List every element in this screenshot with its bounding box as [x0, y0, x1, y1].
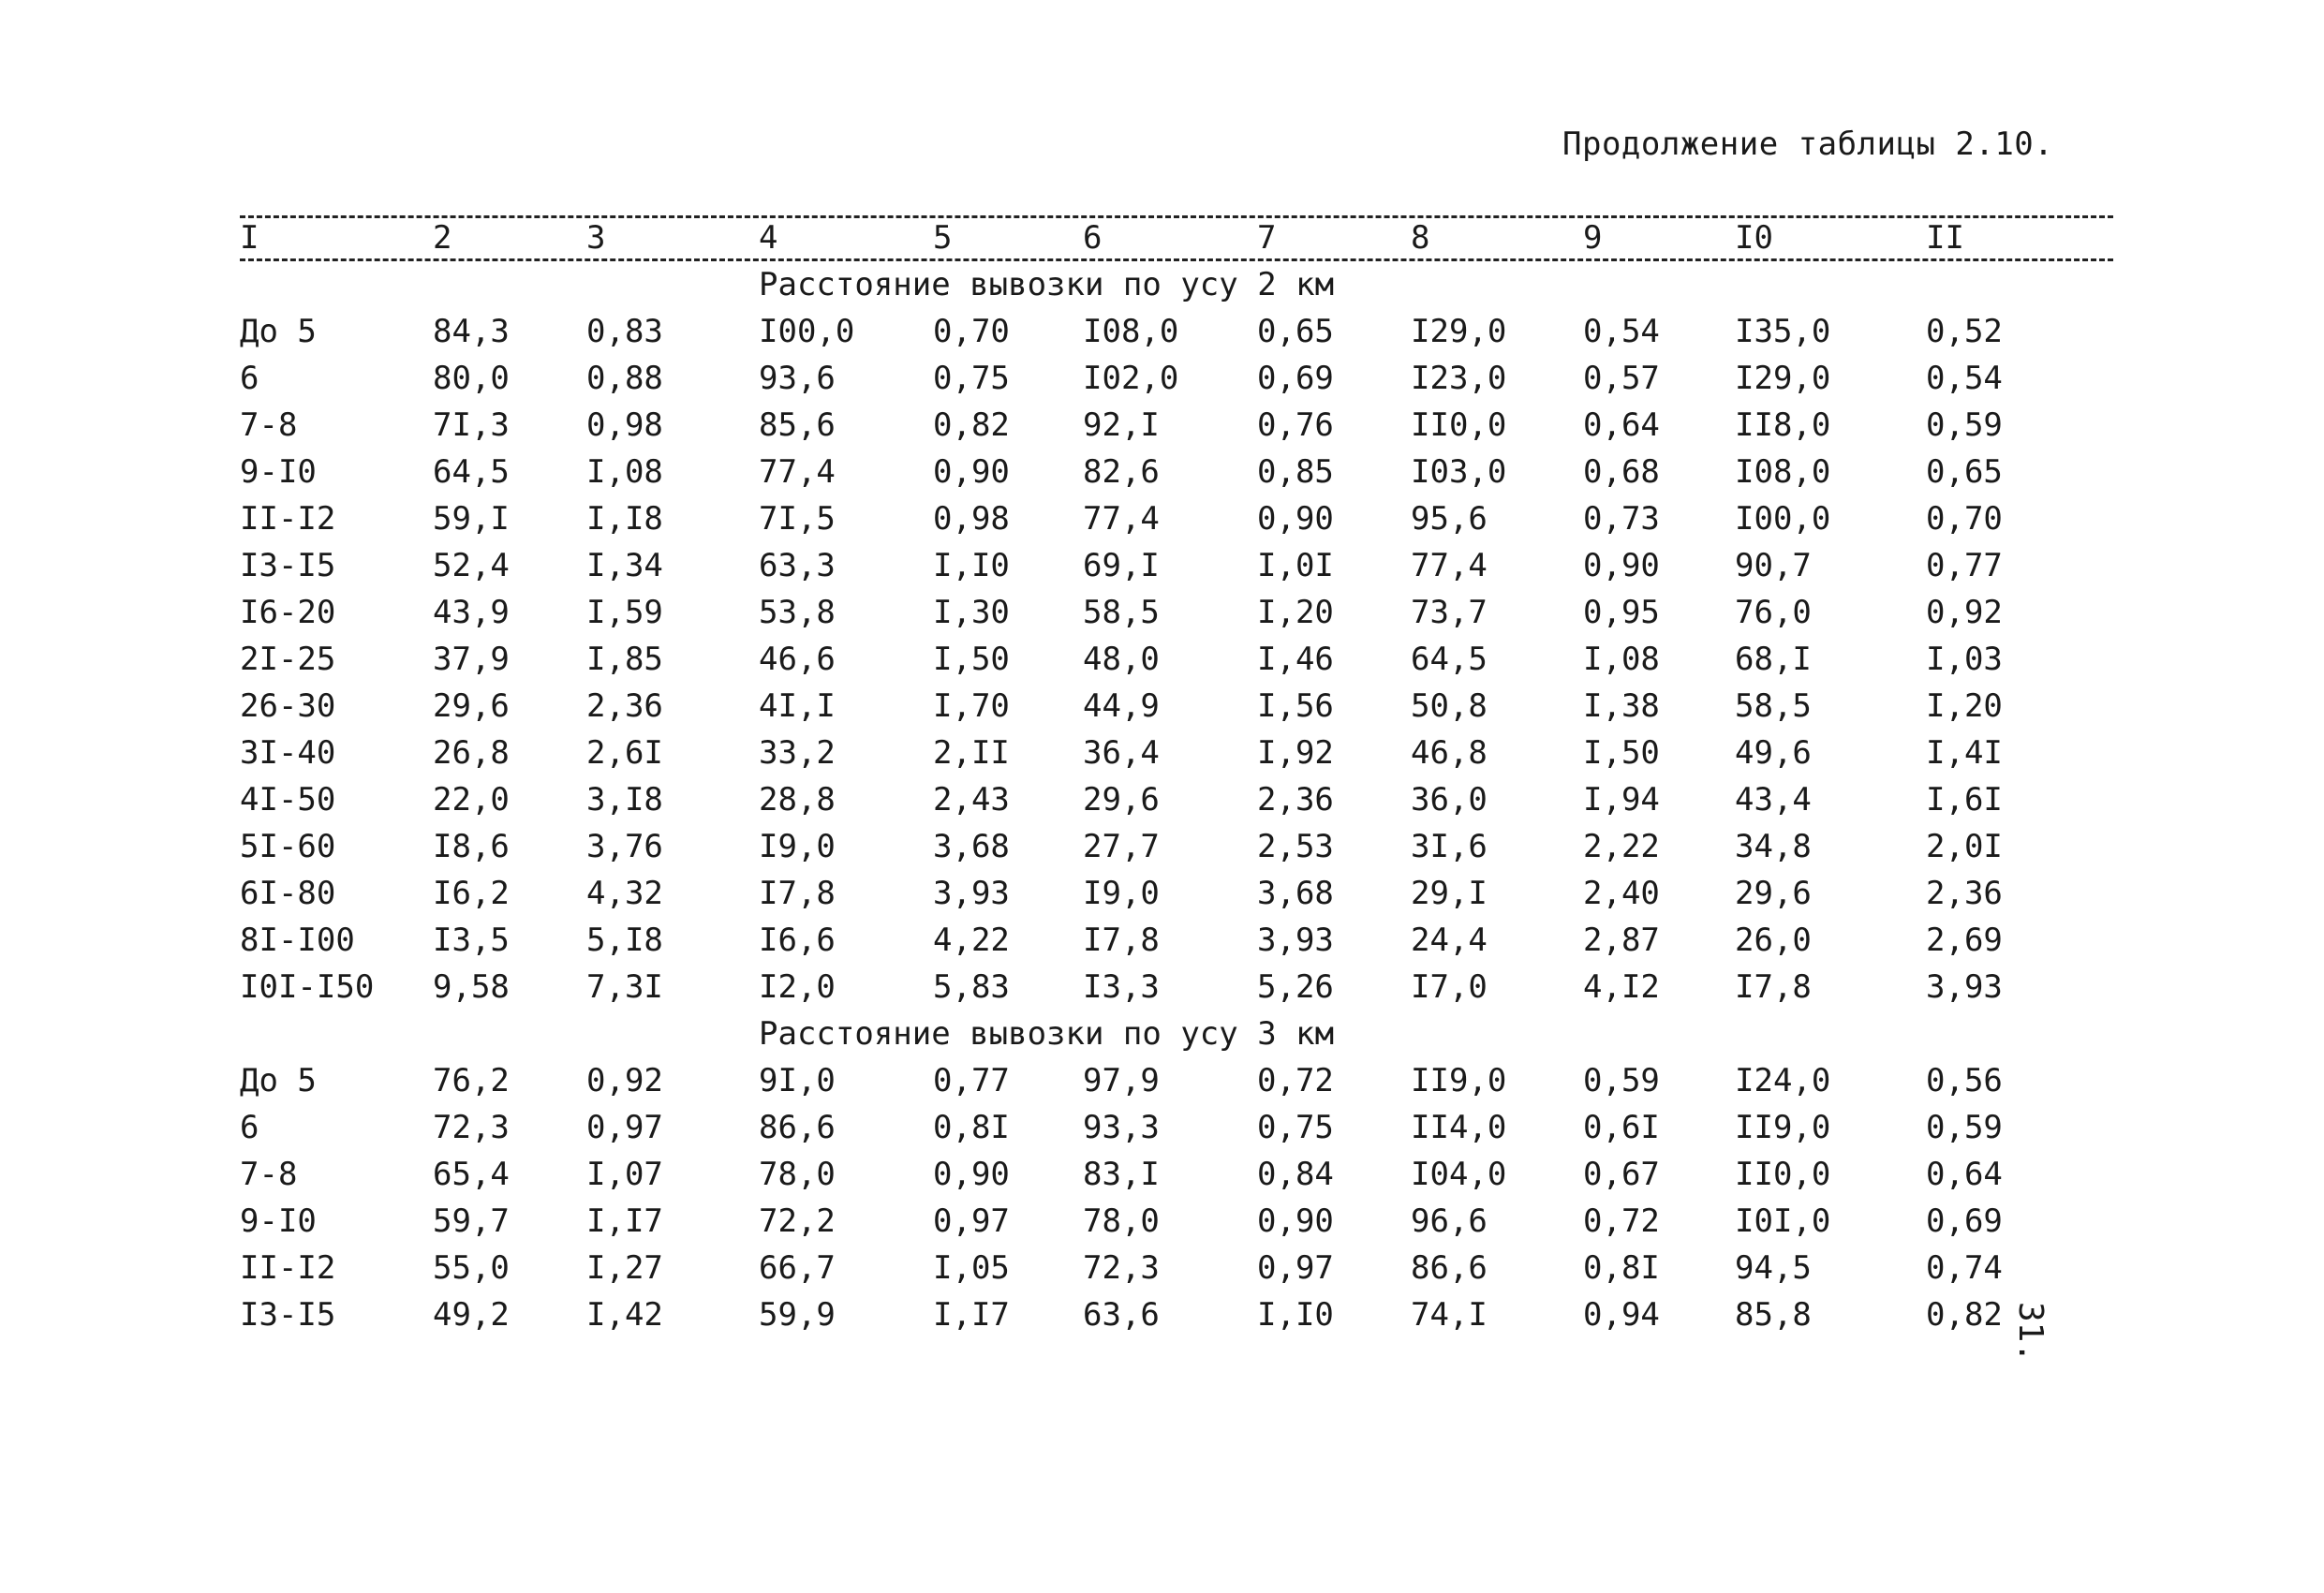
- table-cell: 33,2: [759, 734, 836, 772]
- header-bottom-rule: [240, 258, 2113, 261]
- table-cell: I7,8: [1735, 968, 1812, 1006]
- table-cell: 9I,0: [759, 1062, 836, 1099]
- table-cell: I,0I: [1257, 547, 1334, 584]
- table-row: [0, 594, 2324, 639]
- table-cell: 0,64: [1926, 1156, 2003, 1193]
- column-header: 8: [1411, 219, 1430, 257]
- table-cell: 0,65: [1926, 453, 2003, 491]
- table-cell: I,85: [586, 641, 663, 678]
- column-header-row: [0, 219, 2324, 264]
- table-cell: 36,4: [1083, 734, 1160, 772]
- table-cell: I3,3: [1083, 968, 1160, 1006]
- table-cell: 0,67: [1583, 1156, 1660, 1193]
- table-cell: 7-8: [240, 1156, 298, 1193]
- table-cell: I,30: [933, 594, 1010, 631]
- table-cell: 3,68: [933, 828, 1010, 865]
- table-cell: 78,0: [1083, 1202, 1160, 1240]
- table-cell: 82,6: [1083, 453, 1160, 491]
- table-cell: 58,5: [1735, 687, 1812, 725]
- table-cell: 0,77: [1926, 547, 2003, 584]
- table-cell: 73,7: [1411, 594, 1488, 631]
- table-cell: I,94: [1583, 781, 1660, 819]
- table-cell: 8I-I00: [240, 922, 355, 959]
- table-cell: 0,6I: [1583, 1109, 1660, 1146]
- table-cell: 0,69: [1926, 1202, 2003, 1240]
- table-cell: 86,6: [1411, 1249, 1488, 1287]
- table-cell: I,I7: [933, 1296, 1010, 1334]
- table-cell: 6: [240, 360, 259, 397]
- table-cell: 0,84: [1257, 1156, 1334, 1193]
- table-cell: 0,95: [1583, 594, 1660, 631]
- table-cell: 29,6: [433, 687, 510, 725]
- table-cell: I,42: [586, 1296, 663, 1334]
- table-cell: 66,7: [759, 1249, 836, 1287]
- table-cell: 76,0: [1735, 594, 1812, 631]
- table-cell: 74,I: [1411, 1296, 1488, 1334]
- table-cell: I0I,0: [1735, 1202, 1831, 1240]
- table-cell: 0,90: [933, 453, 1010, 491]
- table-cell: 83,I: [1083, 1156, 1160, 1193]
- table-row: [0, 875, 2324, 920]
- table-cell: 0,75: [933, 360, 1010, 397]
- table-row: [0, 687, 2324, 732]
- table-cell: 0,59: [1926, 1109, 2003, 1146]
- table-cell: 2,43: [933, 781, 1010, 819]
- table-cell: 0,75: [1257, 1109, 1334, 1146]
- table-cell: 0,97: [933, 1202, 1010, 1240]
- table-cell: I,70: [933, 687, 1010, 725]
- column-header: 6: [1083, 219, 1103, 257]
- table-cell: 97,9: [1083, 1062, 1160, 1099]
- table-cell: 0,54: [1583, 313, 1660, 350]
- table-cell: 0,72: [1583, 1202, 1660, 1240]
- table-cell: 0,74: [1926, 1249, 2003, 1287]
- table-cell: 46,6: [759, 641, 836, 678]
- table-cell: I,I7: [586, 1202, 663, 1240]
- table-cell: 59,9: [759, 1296, 836, 1334]
- table-cell: 0,73: [1583, 500, 1660, 538]
- table-cell: I,92: [1257, 734, 1334, 772]
- table-row: [0, 547, 2324, 592]
- column-header: 9: [1583, 219, 1603, 257]
- table-cell: 86,6: [759, 1109, 836, 1146]
- table-cell: 0,68: [1583, 453, 1660, 491]
- table-cell: 7I,3: [433, 406, 510, 444]
- table-row: [0, 500, 2324, 545]
- table-cell: I08,0: [1083, 313, 1179, 350]
- table-cell: II9,0: [1735, 1109, 1831, 1146]
- table-cell: 0,56: [1926, 1062, 2003, 1099]
- table-cell: 63,6: [1083, 1296, 1160, 1334]
- table-cell: 0,98: [586, 406, 663, 444]
- table-cell: До 5: [240, 1062, 317, 1099]
- table-cell: 48,0: [1083, 641, 1160, 678]
- table-cell: 2I-25: [240, 641, 336, 678]
- table-cell: 43,9: [433, 594, 510, 631]
- table-cell: 0,8I: [1583, 1249, 1660, 1287]
- table-cell: I,34: [586, 547, 663, 584]
- table-cell: 72,2: [759, 1202, 836, 1240]
- table-cell: 3,93: [1926, 968, 2003, 1006]
- table-cell: 84,3: [433, 313, 510, 350]
- table-cell: 59,7: [433, 1202, 510, 1240]
- table-cell: 0,72: [1257, 1062, 1334, 1099]
- table-cell: 3I,6: [1411, 828, 1488, 865]
- table-cell: 90,7: [1735, 547, 1812, 584]
- table-cell: I,05: [933, 1249, 1010, 1287]
- table-cell: 36,0: [1411, 781, 1488, 819]
- table-cell: I,07: [586, 1156, 663, 1193]
- table-cell: 2,36: [586, 687, 663, 725]
- table-cell: 64,5: [1411, 641, 1488, 678]
- table-cell: 0,69: [1257, 360, 1334, 397]
- table-cell: II4,0: [1411, 1109, 1507, 1146]
- column-header: 7: [1257, 219, 1277, 257]
- table-cell: 9-I0: [240, 453, 317, 491]
- column-header: 5: [933, 219, 953, 257]
- table-cell: 63,3: [759, 547, 836, 584]
- table-row: [0, 453, 2324, 498]
- table-cell: 0,97: [586, 1109, 663, 1146]
- table-cell: I,56: [1257, 687, 1334, 725]
- column-header: I: [240, 219, 259, 257]
- table-cell: 0,90: [1583, 547, 1660, 584]
- table-cell: 52,4: [433, 547, 510, 584]
- table-cell: 0,92: [586, 1062, 663, 1099]
- table-cell: 3I-40: [240, 734, 336, 772]
- table-cell: I0I-I50: [240, 968, 375, 1006]
- table-cell: 80,0: [433, 360, 510, 397]
- table-row: [0, 922, 2324, 966]
- table-cell: 9,58: [433, 968, 510, 1006]
- table-cell: 0,98: [933, 500, 1010, 538]
- column-header: 4: [759, 219, 778, 257]
- table-cell: 3,93: [1257, 922, 1334, 959]
- table-cell: 2,53: [1257, 828, 1334, 865]
- table-cell: 0,92: [1926, 594, 2003, 631]
- table-row: [0, 1156, 2324, 1201]
- table-cell: I,6I: [1926, 781, 2003, 819]
- table-cell: 65,4: [433, 1156, 510, 1193]
- table-cell: 0,85: [1257, 453, 1334, 491]
- table-cell: 2,36: [1257, 781, 1334, 819]
- table-cell: I2,0: [759, 968, 836, 1006]
- column-header: 3: [586, 219, 606, 257]
- table-cell: I6,6: [759, 922, 836, 959]
- table-cell: I7,8: [759, 875, 836, 912]
- table-cell: 26,8: [433, 734, 510, 772]
- table-cell: 3,76: [586, 828, 663, 865]
- table-cell: 49,6: [1735, 734, 1812, 772]
- table-continuation-heading: Продолжение таблицы 2.10.: [1562, 125, 2054, 163]
- column-header: I0: [1735, 219, 1773, 257]
- table-cell: I,03: [1926, 641, 2003, 678]
- table-cell: 27,7: [1083, 828, 1160, 865]
- table-cell: II0,0: [1411, 406, 1507, 444]
- table-row: [0, 313, 2324, 358]
- table-cell: 85,6: [759, 406, 836, 444]
- table-row: [0, 641, 2324, 686]
- table-cell: 5,I8: [586, 922, 663, 959]
- table-cell: I00,0: [1735, 500, 1831, 538]
- table-cell: II8,0: [1735, 406, 1831, 444]
- table-cell: 2,6I: [586, 734, 663, 772]
- table-cell: 93,6: [759, 360, 836, 397]
- table-cell: I8,6: [433, 828, 510, 865]
- table-cell: 44,9: [1083, 687, 1160, 725]
- table-cell: 0,59: [1583, 1062, 1660, 1099]
- table-cell: 0,90: [1257, 500, 1334, 538]
- table-cell: 2,36: [1926, 875, 2003, 912]
- table-cell: 0,52: [1926, 313, 2003, 350]
- table-cell: 4,22: [933, 922, 1010, 959]
- table-cell: I,08: [586, 453, 663, 491]
- table-cell: 2,40: [1583, 875, 1660, 912]
- table-cell: 77,4: [759, 453, 836, 491]
- table-cell: I23,0: [1411, 360, 1507, 397]
- table-cell: 94,5: [1735, 1249, 1812, 1287]
- table-cell: II-I2: [240, 500, 336, 538]
- section-title: Расстояние вывозки по усу 2 км: [759, 266, 1335, 303]
- table-cell: 29,I: [1411, 875, 1488, 912]
- table-cell: 2,87: [1583, 922, 1660, 959]
- table-cell: 69,I: [1083, 547, 1160, 584]
- table-cell: 2,22: [1583, 828, 1660, 865]
- table-cell: 26,0: [1735, 922, 1812, 959]
- table-cell: 55,0: [433, 1249, 510, 1287]
- table-cell: 26-30: [240, 687, 336, 725]
- table-cell: 0,82: [933, 406, 1010, 444]
- column-header: 2: [433, 219, 452, 257]
- table-cell: 3,93: [933, 875, 1010, 912]
- table-cell: 0,83: [586, 313, 663, 350]
- table-cell: 29,6: [1083, 781, 1160, 819]
- table-cell: I6-20: [240, 594, 336, 631]
- table-cell: 0,82: [1926, 1296, 2003, 1334]
- table-cell: 77,4: [1083, 500, 1160, 538]
- table-cell: 7I,5: [759, 500, 836, 538]
- table-cell: 50,8: [1411, 687, 1488, 725]
- table-cell: 49,2: [433, 1296, 510, 1334]
- table-cell: 77,4: [1411, 547, 1488, 584]
- table-cell: 34,8: [1735, 828, 1812, 865]
- page-number: 31.: [2011, 1302, 2050, 1364]
- table-cell: 37,9: [433, 641, 510, 678]
- table-cell: 2,0I: [1926, 828, 2003, 865]
- column-header: II: [1926, 219, 1964, 257]
- table-cell: II-I2: [240, 1249, 336, 1287]
- table-cell: 7-8: [240, 406, 298, 444]
- table-cell: 68,I: [1735, 641, 1812, 678]
- table-cell: 6: [240, 1109, 259, 1146]
- table-cell: 4I,I: [759, 687, 836, 725]
- table-cell: 64,5: [433, 453, 510, 491]
- table-cell: 0,77: [933, 1062, 1010, 1099]
- table-cell: I29,0: [1411, 313, 1507, 350]
- table-cell: 0,57: [1583, 360, 1660, 397]
- table-cell: 46,8: [1411, 734, 1488, 772]
- table-cell: 5,83: [933, 968, 1010, 1006]
- table-cell: I,I0: [1257, 1296, 1334, 1334]
- table-cell: I,20: [1926, 687, 2003, 725]
- table-cell: I24,0: [1735, 1062, 1831, 1099]
- table-cell: 72,3: [433, 1109, 510, 1146]
- table-row: [0, 734, 2324, 779]
- table-cell: 0,64: [1583, 406, 1660, 444]
- table-cell: 78,0: [759, 1156, 836, 1193]
- table-row: [0, 360, 2324, 405]
- table-cell: 58,5: [1083, 594, 1160, 631]
- table-cell: 5,26: [1257, 968, 1334, 1006]
- table-cell: I03,0: [1411, 453, 1507, 491]
- table-cell: I7,8: [1083, 922, 1160, 959]
- table-cell: I,46: [1257, 641, 1334, 678]
- table-cell: 0,70: [933, 313, 1010, 350]
- table-cell: 92,I: [1083, 406, 1160, 444]
- table-row: [0, 1062, 2324, 1107]
- table-cell: I7,0: [1411, 968, 1488, 1006]
- table-row: [0, 781, 2324, 826]
- table-cell: 3,68: [1257, 875, 1334, 912]
- table-cell: I00,0: [759, 313, 855, 350]
- table-cell: 0,59: [1926, 406, 2003, 444]
- table-row: [0, 1202, 2324, 1247]
- table-row: [0, 828, 2324, 873]
- table-cell: 4,32: [586, 875, 663, 912]
- table-cell: II9,0: [1411, 1062, 1507, 1099]
- table-cell: До 5: [240, 313, 317, 350]
- table-cell: 6I-80: [240, 875, 336, 912]
- table-cell: I35,0: [1735, 313, 1831, 350]
- table-cell: 76,2: [433, 1062, 510, 1099]
- table-cell: 2,69: [1926, 922, 2003, 959]
- table-cell: I,4I: [1926, 734, 2003, 772]
- table-top-rule: [240, 215, 2113, 218]
- table-cell: 72,3: [1083, 1249, 1160, 1287]
- table-cell: 0,76: [1257, 406, 1334, 444]
- table-cell: 7,3I: [586, 968, 663, 1006]
- table-cell: 0,65: [1257, 313, 1334, 350]
- table-cell: 2,II: [933, 734, 1010, 772]
- table-cell: I08,0: [1735, 453, 1831, 491]
- table-row: [0, 1249, 2324, 1294]
- table-cell: I,27: [586, 1249, 663, 1287]
- table-cell: 53,8: [759, 594, 836, 631]
- table-cell: 4I-50: [240, 781, 336, 819]
- table-cell: I29,0: [1735, 360, 1831, 397]
- table-cell: 29,6: [1735, 875, 1812, 912]
- table-cell: 0,8I: [933, 1109, 1010, 1146]
- table-cell: 4,I2: [1583, 968, 1660, 1006]
- table-cell: 22,0: [433, 781, 510, 819]
- table-row: [0, 406, 2324, 451]
- section-title: Расстояние вывозки по усу 3 км: [759, 1015, 1335, 1053]
- table-row: [0, 1109, 2324, 1154]
- table-cell: I,50: [933, 641, 1010, 678]
- table-cell: 5I-60: [240, 828, 336, 865]
- table-cell: 28,8: [759, 781, 836, 819]
- table-cell: I9,0: [1083, 875, 1160, 912]
- table-cell: I04,0: [1411, 1156, 1507, 1193]
- table-cell: 96,6: [1411, 1202, 1488, 1240]
- table-cell: 24,4: [1411, 922, 1488, 959]
- table-cell: 95,6: [1411, 500, 1488, 538]
- table-cell: 0,88: [586, 360, 663, 397]
- table-cell: I,08: [1583, 641, 1660, 678]
- table-cell: 0,97: [1257, 1249, 1334, 1287]
- table-cell: 9-I0: [240, 1202, 317, 1240]
- table-cell: 59,I: [433, 500, 510, 538]
- table-cell: I9,0: [759, 828, 836, 865]
- table-cell: 93,3: [1083, 1109, 1160, 1146]
- table-cell: I3-I5: [240, 1296, 336, 1334]
- table-cell: I,20: [1257, 594, 1334, 631]
- table-cell: I02,0: [1083, 360, 1179, 397]
- table-cell: I,I8: [586, 500, 663, 538]
- table-cell: I3,5: [433, 922, 510, 959]
- table-cell: I,59: [586, 594, 663, 631]
- table-cell: I,I0: [933, 547, 1010, 584]
- table-cell: II0,0: [1735, 1156, 1831, 1193]
- table-cell: 0,70: [1926, 500, 2003, 538]
- table-row: [0, 968, 2324, 1013]
- table-cell: 3,I8: [586, 781, 663, 819]
- table-cell: I,50: [1583, 734, 1660, 772]
- table-cell: 85,8: [1735, 1296, 1812, 1334]
- table-cell: I6,2: [433, 875, 510, 912]
- table-cell: 0,90: [1257, 1202, 1334, 1240]
- table-cell: 0,54: [1926, 360, 2003, 397]
- table-row: [0, 1296, 2324, 1341]
- table-cell: 0,94: [1583, 1296, 1660, 1334]
- table-cell: 43,4: [1735, 781, 1812, 819]
- table-cell: I3-I5: [240, 547, 336, 584]
- table-cell: 0,90: [933, 1156, 1010, 1193]
- table-cell: I,38: [1583, 687, 1660, 725]
